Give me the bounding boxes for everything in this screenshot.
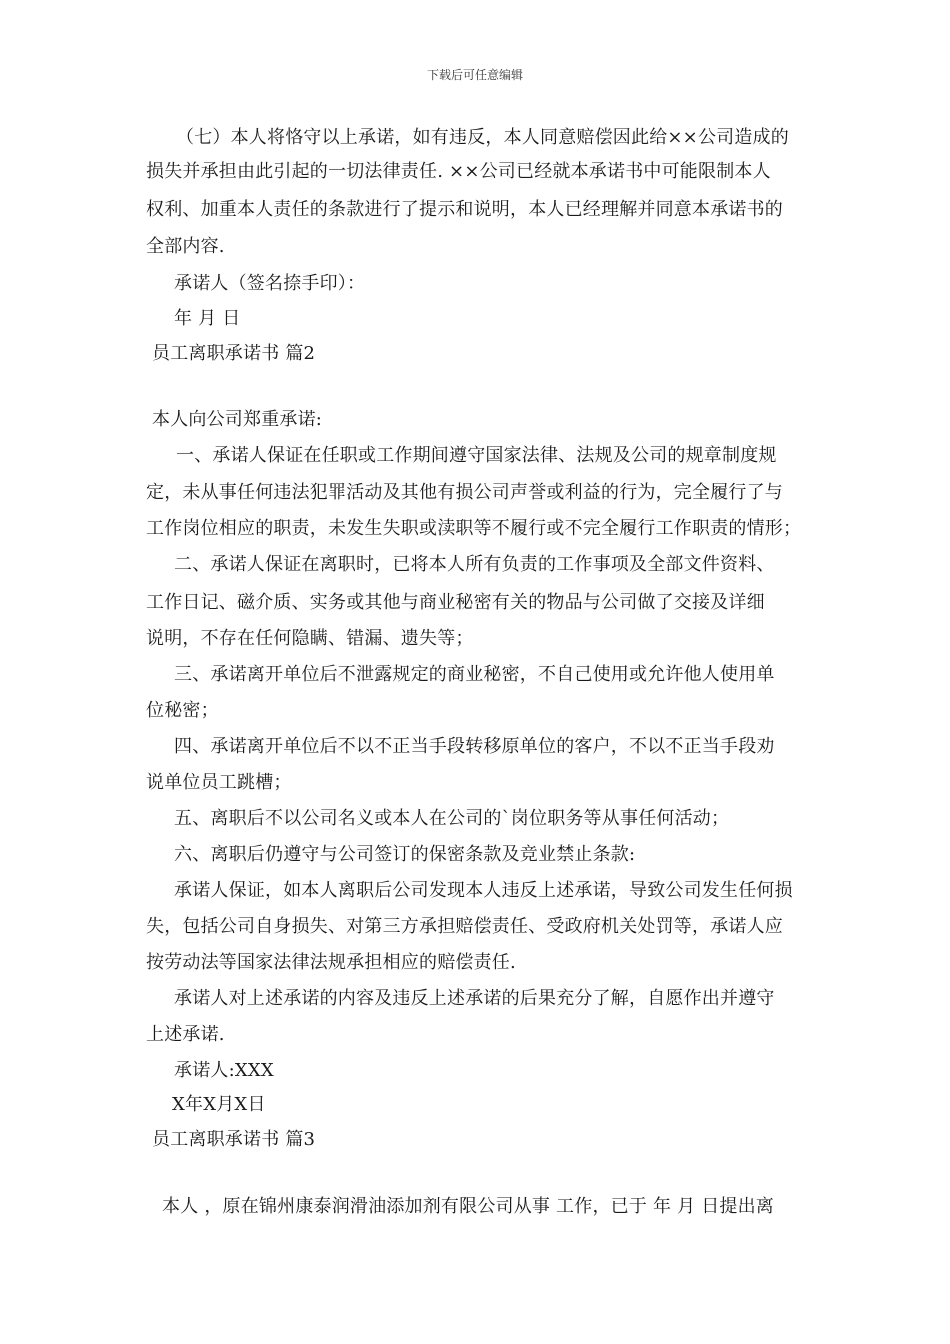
text-line: 承诺人对上述承诺的内容及违反上述承诺的后果充分了解，自愿作出并遵守 <box>174 988 775 1009</box>
text-line: 位秘密； <box>146 700 219 721</box>
page-header-note: 下载后可任意编辑 <box>426 68 523 82</box>
text-line: 说单位员工跳槽； <box>146 772 292 793</box>
text-line: 上述承诺. <box>146 1024 225 1045</box>
text-line: （七）本人将恪守以上承诺，如有违反，本人同意赔偿因此给××公司造成的 <box>176 127 789 148</box>
text-line: 全部内容. <box>146 236 225 257</box>
text-line: 二、承诺人保证在离职时，已将本人所有负责的工作事项及全部文件资料、 <box>174 554 775 575</box>
text-line: 定，未从事任何违法犯罪活动及其他有损公司声誉或利益的行为，完全履行了与 <box>146 482 783 503</box>
text-line: 四、承诺离开单位后不以不正当手段转移原单位的客户，不以不正当手段劝 <box>174 736 775 757</box>
section-heading: 员工离职承诺书 篇2 <box>152 343 316 364</box>
text-line: 本人 ，原在锦州康泰润滑油添加剂有限公司从事 工作，已于 年 月 日提出离 <box>162 1196 775 1217</box>
text-line: 工作岗位相应的职责，未发生失职或渎职等不履行或不完全履行工作职责的情形； <box>146 518 802 539</box>
text-line: 说明，不存在任何隐瞒、错漏、遗失等； <box>146 628 474 649</box>
text-line: 一、承诺人保证在任职或工作期间遵守国家法律、法规及公司的规章制度规 <box>176 445 777 466</box>
text-line: X年X月X日 <box>172 1094 266 1115</box>
text-line: 权利、加重本人责任的条款进行了提示和说明，本人已经理解并同意本承诺书的 <box>146 199 783 220</box>
text-line: 六、离职后仍遵守与公司签订的保密条款及竞业禁止条款: <box>174 844 636 865</box>
text-line: 失，包括公司自身损失、对第三方承担赔偿责任、受政府机关处罚等，承诺人应 <box>146 916 783 937</box>
text-line: 承诺人:XXX <box>174 1060 274 1081</box>
text-line: 五、离职后不以公司名义或本人在公司的`岗位职务等从事任何活动； <box>174 808 730 829</box>
text-line: 承诺人（签名捺手印）： <box>174 273 366 294</box>
text-line: 按劳动法等国家法律法规承担相应的赔偿责任. <box>146 952 516 973</box>
text-line: 三、承诺离开单位后不泄露规定的商业秘密，不自己使用或允许他人使用单 <box>174 664 775 685</box>
text-line: 年 月 日 <box>174 308 241 329</box>
text-line: 工作日记、磁介质、实务或其他与商业秘密有关的物品与公司做了交接及详细 <box>146 592 765 613</box>
text-line: 损失并承担由此引起的一切法律责任. ××公司已经就本承诺书中可能限制本人 <box>146 161 771 182</box>
text-line: 承诺人保证，如本人离职后公司发现本人违反上述承诺，导致公司发生任何损 <box>174 880 793 901</box>
section-heading: 员工离职承诺书 篇3 <box>152 1129 316 1150</box>
text-line: 本人向公司郑重承诺: <box>152 409 323 430</box>
